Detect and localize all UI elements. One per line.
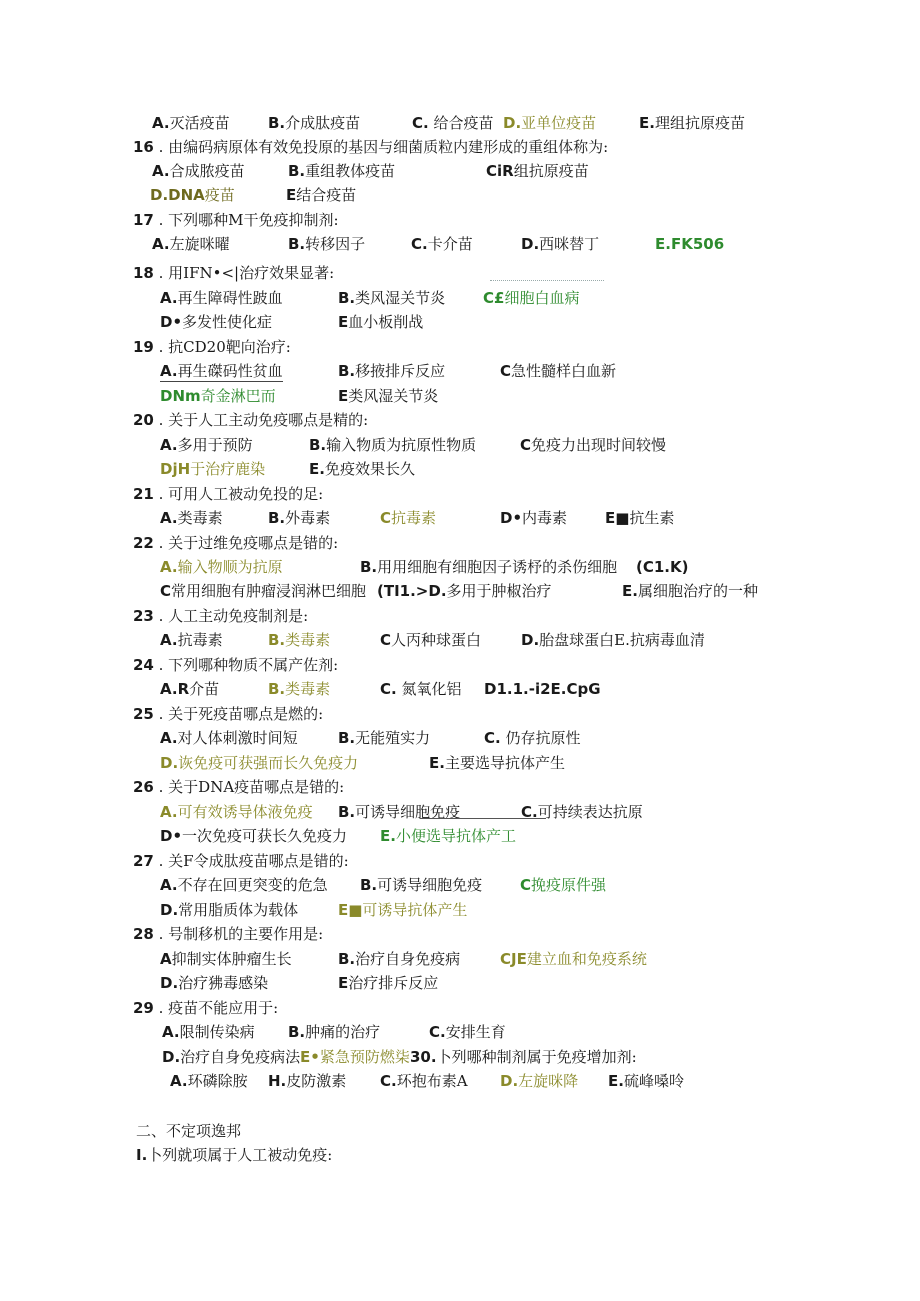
option-label: 23 (133, 607, 154, 625)
option-label: 18 (133, 264, 154, 282)
option-label: 24 (133, 656, 154, 674)
option-l22-0 (160, 630, 223, 650)
option-text: . 号制移机的主要作用是: (153, 925, 324, 943)
option-label: E (338, 387, 349, 405)
option-q22-0 (133, 533, 338, 553)
option-label: 17 (133, 211, 154, 229)
option-text: 用用细胞有细胞因子诱杼的杀伤细胞 (377, 558, 618, 576)
option-text: 硫峰嗓呤 (623, 1072, 684, 1090)
option-label: B. (338, 803, 356, 821)
option-label: D. (521, 631, 540, 649)
option-label: A. (160, 803, 178, 821)
option-text: 建立血和免疫系统 (526, 950, 647, 968)
option-label: A. (160, 876, 178, 894)
option-text: 结合疫苗 (296, 186, 357, 204)
option-l1-2 (412, 113, 494, 133)
option-label: 25 (133, 705, 154, 723)
option-q23-0 (133, 606, 308, 626)
option-label: B. (268, 631, 286, 649)
option-label: A. (162, 1023, 180, 1041)
option-text: . 关F令成肽疫苗哪点是错的: (153, 852, 349, 870)
option-label: C£ (483, 289, 505, 307)
option-l20-2 (622, 581, 758, 601)
option-label: D. (521, 235, 540, 253)
option-l19-0 (160, 557, 283, 577)
option-label: DjH (160, 460, 191, 478)
option-l30-0 (160, 826, 347, 846)
option-text: 输入物顺为抗原 (177, 558, 283, 576)
option-q26-0 (133, 777, 344, 797)
option-text: 可诱导抗体产生 (362, 901, 468, 919)
option-l17-0 (160, 508, 223, 528)
option-label: C. (380, 680, 397, 698)
option-text: 环抱布素A (396, 1072, 468, 1090)
option-l3-1 (288, 161, 395, 181)
option-label: D. (162, 1048, 181, 1066)
option-text: . 下列哪种物质不属产佐剂: (153, 656, 339, 674)
option-text: 多用于预防 (177, 436, 253, 454)
option-label: (C1.K) (636, 558, 689, 576)
option-label: E■ (605, 509, 630, 527)
option-label: B. (338, 289, 356, 307)
option-l9-0 (160, 312, 272, 332)
option-label: A. (152, 114, 170, 132)
option-label: CiR (486, 162, 514, 180)
option-label: C. (484, 729, 501, 747)
option-l15-0 (160, 459, 265, 479)
option-label: D. (503, 114, 522, 132)
option-label: A. (152, 162, 170, 180)
option-q1-0 (136, 1145, 332, 1165)
option-label: 16 (133, 138, 154, 156)
option-l6-1 (288, 234, 365, 254)
option-l15-1 (309, 459, 415, 479)
option-text: 移掖排斥反应 (355, 362, 446, 380)
option-l24-1 (268, 679, 330, 699)
option-l6-4 (655, 234, 724, 254)
option-text: 常用脂质体为载体 (178, 901, 299, 919)
option-text: 诙免疫可获强而长久免疫力 (178, 754, 359, 772)
option-label: E. (429, 754, 445, 772)
option-label: C. (411, 235, 428, 253)
option-label: A. (170, 1072, 188, 1090)
option-label: B. (360, 558, 378, 576)
option-text: . 疫苗不能应用于: (153, 999, 279, 1017)
option-text: 抗毒素 (391, 509, 437, 527)
option-text: . 关于DNA疫苗哪点是错的: (153, 778, 345, 796)
option-label: C (380, 631, 392, 649)
option-label: 21 (133, 485, 154, 503)
option-label: A. (160, 558, 178, 576)
option-l29-0 (160, 802, 313, 822)
option-text: 紧急预防燃柒 (319, 1048, 410, 1066)
option-q21-0 (133, 484, 323, 504)
option-q27-0 (133, 851, 349, 871)
option-l14-1 (309, 435, 476, 455)
option-l33-1 (338, 900, 467, 920)
option-l19-1 (360, 557, 617, 577)
option-label: C. (412, 114, 429, 132)
option-label: A (160, 950, 172, 968)
option-text: 多发性使化症 (182, 313, 273, 331)
option-text: 仍存抗原性 (500, 729, 581, 747)
option-label: CJE (500, 950, 527, 968)
option-l40-2 (380, 1071, 468, 1091)
option-label: 29 (133, 999, 154, 1017)
option-label: A. (160, 729, 178, 747)
option-text: . 抗CD20靶向治疗: (153, 338, 291, 356)
option-label: D1.1.-i2E.CpG (484, 680, 601, 698)
option-label: E. (608, 1072, 624, 1090)
option-text: 类毒素 (177, 509, 223, 527)
option-l27-0 (160, 753, 358, 773)
option-l26-2 (484, 728, 581, 748)
option-l8-1 (338, 288, 445, 308)
option-text: 再生障碍性跛血 (177, 289, 283, 307)
option-l22-1 (268, 630, 330, 650)
option-text: . 可用人工被动免投的足: (153, 485, 324, 503)
option-l20-1 (377, 581, 552, 601)
option-label: C (380, 509, 392, 527)
option-l40-1 (268, 1071, 346, 1091)
option-label: D• (160, 827, 183, 845)
option-text: . 人工主动免疫制剂是: (153, 607, 309, 625)
option-text: 转移因子 (305, 235, 366, 253)
option-l20-0 (160, 581, 366, 601)
option-q19-0 (133, 337, 291, 357)
option-l11-1 (338, 361, 445, 381)
option-l29-2 (521, 802, 643, 822)
option-text: 类毒素 (285, 680, 331, 698)
option-text: 治疗自身免疫病 (355, 950, 461, 968)
option-l8-2 (483, 288, 579, 308)
option-label: B. (288, 162, 306, 180)
option-text: 抗毒素 (177, 631, 223, 649)
option-text: 左旋咪曜 (169, 235, 230, 253)
option-label: A. (160, 289, 178, 307)
option-text: 介成肽疫苗 (285, 114, 361, 132)
option-text: 重组教体疫苗 (305, 162, 396, 180)
option-label: 19 (133, 338, 154, 356)
option-label: B. (268, 509, 286, 527)
option-l12-0 (160, 386, 276, 406)
option-text: 胎盘球蛋白E.抗病毒血清 (539, 631, 705, 649)
option-l35-1 (338, 949, 460, 969)
option-q25-0 (133, 704, 323, 724)
dotted-rule (490, 280, 604, 281)
option-text: 内毒素 (522, 509, 568, 527)
option-l12-1 (338, 386, 438, 406)
option-l29-1 (338, 802, 460, 822)
option-text: 可有效诱导体液免疫 (177, 803, 313, 821)
option-label: D• (160, 313, 183, 331)
option-text: 一次免疫可获长久免疫力 (182, 827, 348, 845)
option-l11-2 (500, 361, 616, 381)
option-text: 奇金淋巴而 (200, 387, 276, 405)
option-l3-0 (152, 161, 245, 181)
option-l6-3 (521, 234, 599, 254)
option-label: B. (338, 729, 356, 747)
option-l40-3 (500, 1071, 578, 1091)
option-text: 常用细胞有肿瘤浸润淋巴细胞 (171, 582, 367, 600)
option-label: E. (309, 460, 325, 478)
option-label: B. (288, 235, 306, 253)
option-text: 可诱导细胞免疫 (377, 876, 483, 894)
option-l4-0 (150, 185, 235, 205)
option-l1-4 (639, 113, 745, 133)
option-label: B. (360, 876, 378, 894)
option-text: 对人体刺激时间短 (177, 729, 298, 747)
option-l35-2 (500, 949, 647, 969)
option-l32-2 (520, 875, 606, 895)
option-l6-2 (411, 234, 473, 254)
option-text: 灭活疫苗 (169, 114, 230, 132)
option-text: 再生磔码性贫血 (177, 362, 283, 380)
option-text: 急性髓样白血新 (511, 362, 617, 380)
option-l17-4 (605, 508, 674, 528)
option-l30-1 (380, 826, 516, 846)
option-l6-0 (152, 234, 230, 254)
option-text: 合成脓疫苗 (169, 162, 245, 180)
option-label: A. (160, 436, 178, 454)
option-label: B. (338, 362, 356, 380)
option-text: . 用IFN•<|治疗效果显著: (153, 264, 335, 282)
option-text: 西咪替丁 (539, 235, 600, 253)
option-label: D. (160, 901, 179, 919)
option-text: 挽疫原件强 (531, 876, 607, 894)
option-text: 多用于肿椒治疗 (446, 582, 552, 600)
option-l3-2 (486, 161, 589, 181)
option-text: 属细胞治疗的一种 (637, 582, 758, 600)
option-label: D. (160, 754, 179, 772)
option-text: 限制传染病 (179, 1023, 255, 1041)
option-label: A. (160, 631, 178, 649)
option-text: 血小板削战 (348, 313, 424, 331)
option-l17-1 (268, 508, 330, 528)
option-label: E• (300, 1048, 320, 1066)
option-label: C (160, 582, 172, 600)
option-l26-0 (160, 728, 298, 748)
option-sec2-0 (136, 1121, 241, 1141)
option-label: C (520, 876, 532, 894)
option-l38-1 (288, 1022, 380, 1042)
option-label: I. (136, 1146, 148, 1164)
option-text: . 关于人工主动免疫哪点是精的: (153, 411, 369, 429)
option-l40-4 (608, 1071, 684, 1091)
option-text: 介苗 (189, 680, 220, 698)
option-l22-3 (521, 630, 705, 650)
option-label: E. (639, 114, 655, 132)
option-l11-0 (160, 361, 283, 382)
option-l17-3 (500, 508, 567, 528)
option-text: 亚单位疫苗 (521, 114, 597, 132)
option-l27-1 (429, 753, 565, 773)
option-text: . 下列哪种M干免疫抑制剂: (153, 211, 339, 229)
option-label: B. (288, 1023, 306, 1041)
option-l4-1 (286, 185, 356, 205)
option-l26-1 (338, 728, 430, 748)
option-l36-1 (338, 973, 438, 993)
option-text: 治疗自身免疫病法 (180, 1048, 301, 1066)
option-text: 治疗排斥反应 (348, 974, 439, 992)
option-label: C (520, 436, 532, 454)
option-label: E. (380, 827, 396, 845)
option-label: A. (152, 235, 170, 253)
option-l36-0 (160, 973, 268, 993)
option-text: 卜列就项属于人工被动免疫: (147, 1146, 333, 1164)
option-label: B. (338, 950, 356, 968)
option-l40-0 (170, 1071, 248, 1091)
option-label: D.DNA (150, 186, 205, 204)
option-l39-2 (410, 1047, 637, 1067)
option-label: 30. (410, 1048, 437, 1066)
option-label: E (338, 974, 349, 992)
option-label: C. (429, 1023, 446, 1041)
option-l24-2 (380, 679, 462, 699)
option-label: E (338, 313, 349, 331)
option-text: 理组抗原疫苗 (654, 114, 745, 132)
option-text: 抗生素 (629, 509, 675, 527)
option-q24-0 (133, 655, 338, 675)
option-text: 给合疫苗 (428, 114, 494, 132)
option-label: C. (380, 1072, 397, 1090)
option-label: B. (309, 436, 327, 454)
option-text: 免疫效果长久 (324, 460, 415, 478)
option-q16-0 (133, 137, 608, 157)
option-q28-0 (133, 924, 323, 944)
option-label: 28 (133, 925, 154, 943)
option-label: E.FK506 (655, 235, 725, 253)
option-label: 26 (133, 778, 154, 796)
option-text: 外毒素 (285, 509, 331, 527)
option-text: 可诱导细胞免疫 (355, 803, 461, 821)
option-text: 卡介苗 (427, 235, 473, 253)
option-text: 无能殖实力 (355, 729, 431, 747)
underline-rule (420, 818, 546, 819)
option-l38-2 (429, 1022, 506, 1042)
option-q29-0 (133, 998, 278, 1018)
option-label: A. (160, 362, 178, 380)
option-label: A. (160, 509, 178, 527)
option-l35-0 (160, 949, 292, 969)
option-text: 左旋咪降 (518, 1072, 579, 1090)
option-text: 二、不定项逸邦 (136, 1122, 242, 1140)
option-label: E (286, 186, 297, 204)
option-l22-2 (380, 630, 481, 650)
option-l24-3 (484, 679, 601, 699)
option-label: C (500, 362, 512, 380)
option-text: . 关于死疫苗哪点是燃的: (153, 705, 324, 723)
option-l1-1 (268, 113, 360, 133)
option-text: 治疗狒毒感染 (178, 974, 269, 992)
option-text: 肿痛的治疗 (305, 1023, 381, 1041)
option-q20-0 (133, 410, 368, 430)
option-text: 环磷除胺 (187, 1072, 248, 1090)
option-label: H. (268, 1072, 287, 1090)
option-label: D. (500, 1072, 519, 1090)
option-l9-1 (338, 312, 423, 332)
option-l32-1 (360, 875, 482, 895)
option-text: 疫苗 (204, 186, 235, 204)
option-label: 20 (133, 411, 154, 429)
option-text: 不存在回更突变的危急 (177, 876, 328, 894)
option-label: E■ (338, 901, 363, 919)
option-label: B. (268, 680, 286, 698)
option-label: DNm (160, 387, 201, 405)
option-text: 类毒素 (285, 631, 331, 649)
option-l8-0 (160, 288, 283, 308)
option-q18-0 (133, 263, 334, 283)
option-l1-0 (152, 113, 230, 133)
option-text: 主要选导抗体产生 (444, 754, 565, 772)
option-text: 人丙种球蛋白 (391, 631, 482, 649)
option-label: C. (521, 803, 538, 821)
option-l39-0 (162, 1047, 300, 1067)
option-label: D. (160, 974, 179, 992)
option-text: 卜列哪种制剂属于免疫增加剂: (436, 1048, 637, 1066)
option-l32-0 (160, 875, 328, 895)
option-text: 组抗原疫苗 (513, 162, 589, 180)
option-text: 类风湿关节炎 (348, 387, 439, 405)
option-text: 可持续表达抗原 (537, 803, 643, 821)
option-q17-0 (133, 210, 339, 230)
option-text: 小便选导抗体产工 (395, 827, 516, 845)
option-l14-2 (520, 435, 666, 455)
option-text: 皮防激素 (286, 1072, 347, 1090)
option-l38-0 (162, 1022, 255, 1042)
option-text: . 关于过维免疫哪点是错的: (153, 534, 339, 552)
option-l1-3 (503, 113, 596, 133)
option-label: D• (500, 509, 523, 527)
option-label: A.R (160, 680, 190, 698)
option-label: B. (268, 114, 286, 132)
option-text: 抑制实体肿瘤生长 (171, 950, 292, 968)
option-label: (TI1.>D. (377, 582, 447, 600)
option-text: 氮氧化铝 (396, 680, 462, 698)
option-l19-2 (636, 557, 688, 577)
option-l24-0 (160, 679, 219, 699)
option-l39-1 (300, 1047, 410, 1067)
option-text: 输入物质为抗原性物质 (326, 436, 477, 454)
option-text: 类风湿关节炎 (355, 289, 446, 307)
option-text: 安排生育 (445, 1023, 506, 1041)
option-label: E. (622, 582, 638, 600)
option-text: 于治疗鹿染 (190, 460, 266, 478)
option-l17-2 (380, 508, 436, 528)
option-l14-0 (160, 435, 253, 455)
option-label: 22 (133, 534, 154, 552)
option-label: 27 (133, 852, 154, 870)
option-text: 细胞白血病 (504, 289, 580, 307)
option-text: 免疫力出现时间较慢 (531, 436, 667, 454)
option-l33-0 (160, 900, 298, 920)
option-text: . 由编码病原体有效免投原的基因与细菌质粒内建形成的重组体称为: (153, 138, 609, 156)
